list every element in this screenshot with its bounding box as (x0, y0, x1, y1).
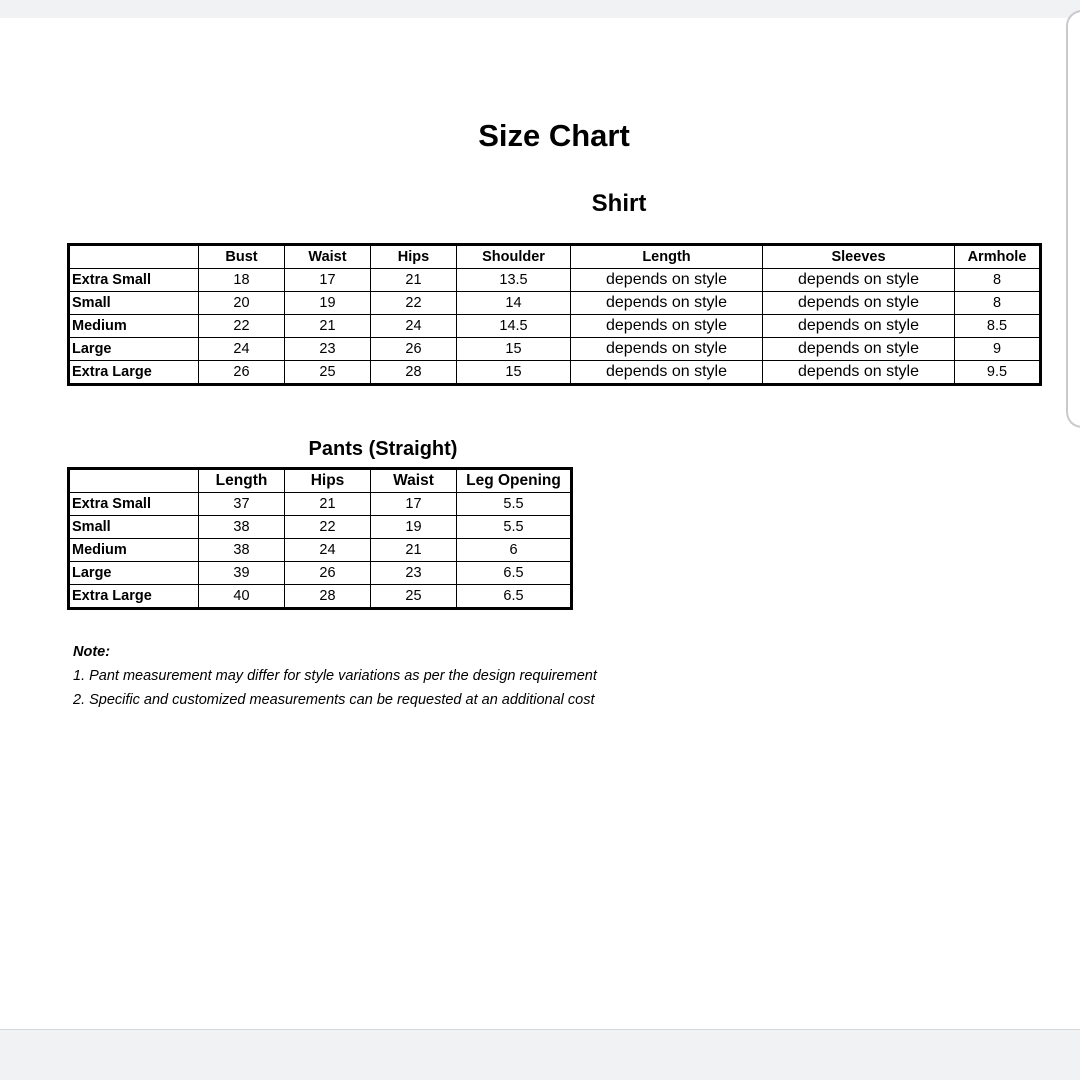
pants-size-table (67, 467, 573, 610)
size-label: Medium (69, 315, 199, 338)
table-cell: 21 (371, 269, 457, 292)
table-cell: 5.5 (457, 493, 572, 516)
table-row (69, 516, 572, 539)
table-cell: depends on style (571, 338, 763, 361)
table-cell: depends on style (571, 361, 763, 385)
table-cell: 15 (457, 338, 571, 361)
table-header-row (69, 245, 1041, 269)
table-cell: 8.5 (955, 315, 1041, 338)
table-cell: 40 (199, 585, 285, 609)
table-row (69, 292, 1041, 315)
table-cell: 20 (199, 292, 285, 315)
pants-section-title: Pants (Straight) (308, 438, 458, 460)
size-label: Medium (69, 539, 199, 562)
table-cell: 22 (285, 516, 371, 539)
table-cell: 14 (457, 292, 571, 315)
note-line: 1. Pant measurement may differ for style variations as per the design requirement (73, 668, 597, 684)
size-label: Extra Large (69, 361, 199, 385)
table-cell: 22 (199, 315, 285, 338)
column-header: Length (571, 245, 763, 269)
size-label: Large (69, 562, 199, 585)
size-label: Extra Small (69, 493, 199, 516)
table-cell: 8 (955, 269, 1041, 292)
table-cell: 6.5 (457, 562, 572, 585)
table-row (69, 539, 572, 562)
table-row (69, 269, 1041, 292)
column-header (69, 245, 199, 269)
table-cell: 38 (199, 539, 285, 562)
table-cell: 13.5 (457, 269, 571, 292)
column-header: Length (199, 469, 285, 493)
column-header: Bust (199, 245, 285, 269)
shirt-size-table (67, 243, 1042, 386)
table-cell: depends on style (763, 361, 955, 385)
shirt-section-title: Shirt (591, 190, 647, 217)
table-cell: 26 (199, 361, 285, 385)
table-row (69, 562, 572, 585)
table-cell: 21 (285, 315, 371, 338)
table-cell: 17 (371, 493, 457, 516)
table-cell: 24 (199, 338, 285, 361)
table-cell: 9 (955, 338, 1041, 361)
table-cell: 18 (199, 269, 285, 292)
table-cell: 26 (285, 562, 371, 585)
table-cell: 6.5 (457, 585, 572, 609)
column-header: Waist (371, 469, 457, 493)
table-cell: depends on style (763, 315, 955, 338)
column-header: Hips (371, 245, 457, 269)
note-title: Note: (73, 644, 111, 660)
table-cell: 38 (199, 516, 285, 539)
table-cell: 22 (371, 292, 457, 315)
table-header-row (69, 469, 572, 493)
table-cell: 15 (457, 361, 571, 385)
size-label: Extra Small (69, 269, 199, 292)
table-row (69, 361, 1041, 385)
size-label: Large (69, 338, 199, 361)
size-label: Small (69, 292, 199, 315)
table-cell: 21 (371, 539, 457, 562)
table-cell: 6 (457, 539, 572, 562)
column-header: Leg Opening (457, 469, 572, 493)
size-label: Extra Large (69, 585, 199, 609)
table-cell: 5.5 (457, 516, 572, 539)
table-cell: 37 (199, 493, 285, 516)
table-cell: 17 (285, 269, 371, 292)
table-cell: 28 (371, 361, 457, 385)
table-cell: 8 (955, 292, 1041, 315)
column-header: Hips (285, 469, 371, 493)
column-header: Waist (285, 245, 371, 269)
table-cell: depends on style (571, 269, 763, 292)
table-cell: depends on style (571, 315, 763, 338)
column-header: Armhole (955, 245, 1041, 269)
note-block (73, 640, 597, 712)
table-cell: 24 (285, 539, 371, 562)
table-cell: 26 (371, 338, 457, 361)
table-cell: 14.5 (457, 315, 571, 338)
table-cell: 19 (285, 292, 371, 315)
table-row (69, 338, 1041, 361)
table-cell: 39 (199, 562, 285, 585)
table-cell: 9.5 (955, 361, 1041, 385)
table-cell: 25 (371, 585, 457, 609)
scrollbar-handle[interactable] (1066, 10, 1080, 428)
table-row (69, 585, 572, 609)
table-row (69, 493, 572, 516)
table-cell: depends on style (571, 292, 763, 315)
table-cell: 19 (371, 516, 457, 539)
table-cell: depends on style (763, 292, 955, 315)
table-cell: 24 (371, 315, 457, 338)
table-cell: 28 (285, 585, 371, 609)
size-label: Small (69, 516, 199, 539)
column-header: Shoulder (457, 245, 571, 269)
table-cell: 25 (285, 361, 371, 385)
note-line: 2. Specific and customized measurements can be requested at an additional cost (73, 692, 595, 708)
table-cell: 23 (285, 338, 371, 361)
table-cell: 23 (371, 562, 457, 585)
table-row (69, 315, 1041, 338)
doc-title: Size Chart (478, 118, 630, 153)
column-header: Sleeves (763, 245, 955, 269)
table-cell: depends on style (763, 338, 955, 361)
table-cell: depends on style (763, 269, 955, 292)
table-cell: 21 (285, 493, 371, 516)
column-header (69, 469, 199, 493)
